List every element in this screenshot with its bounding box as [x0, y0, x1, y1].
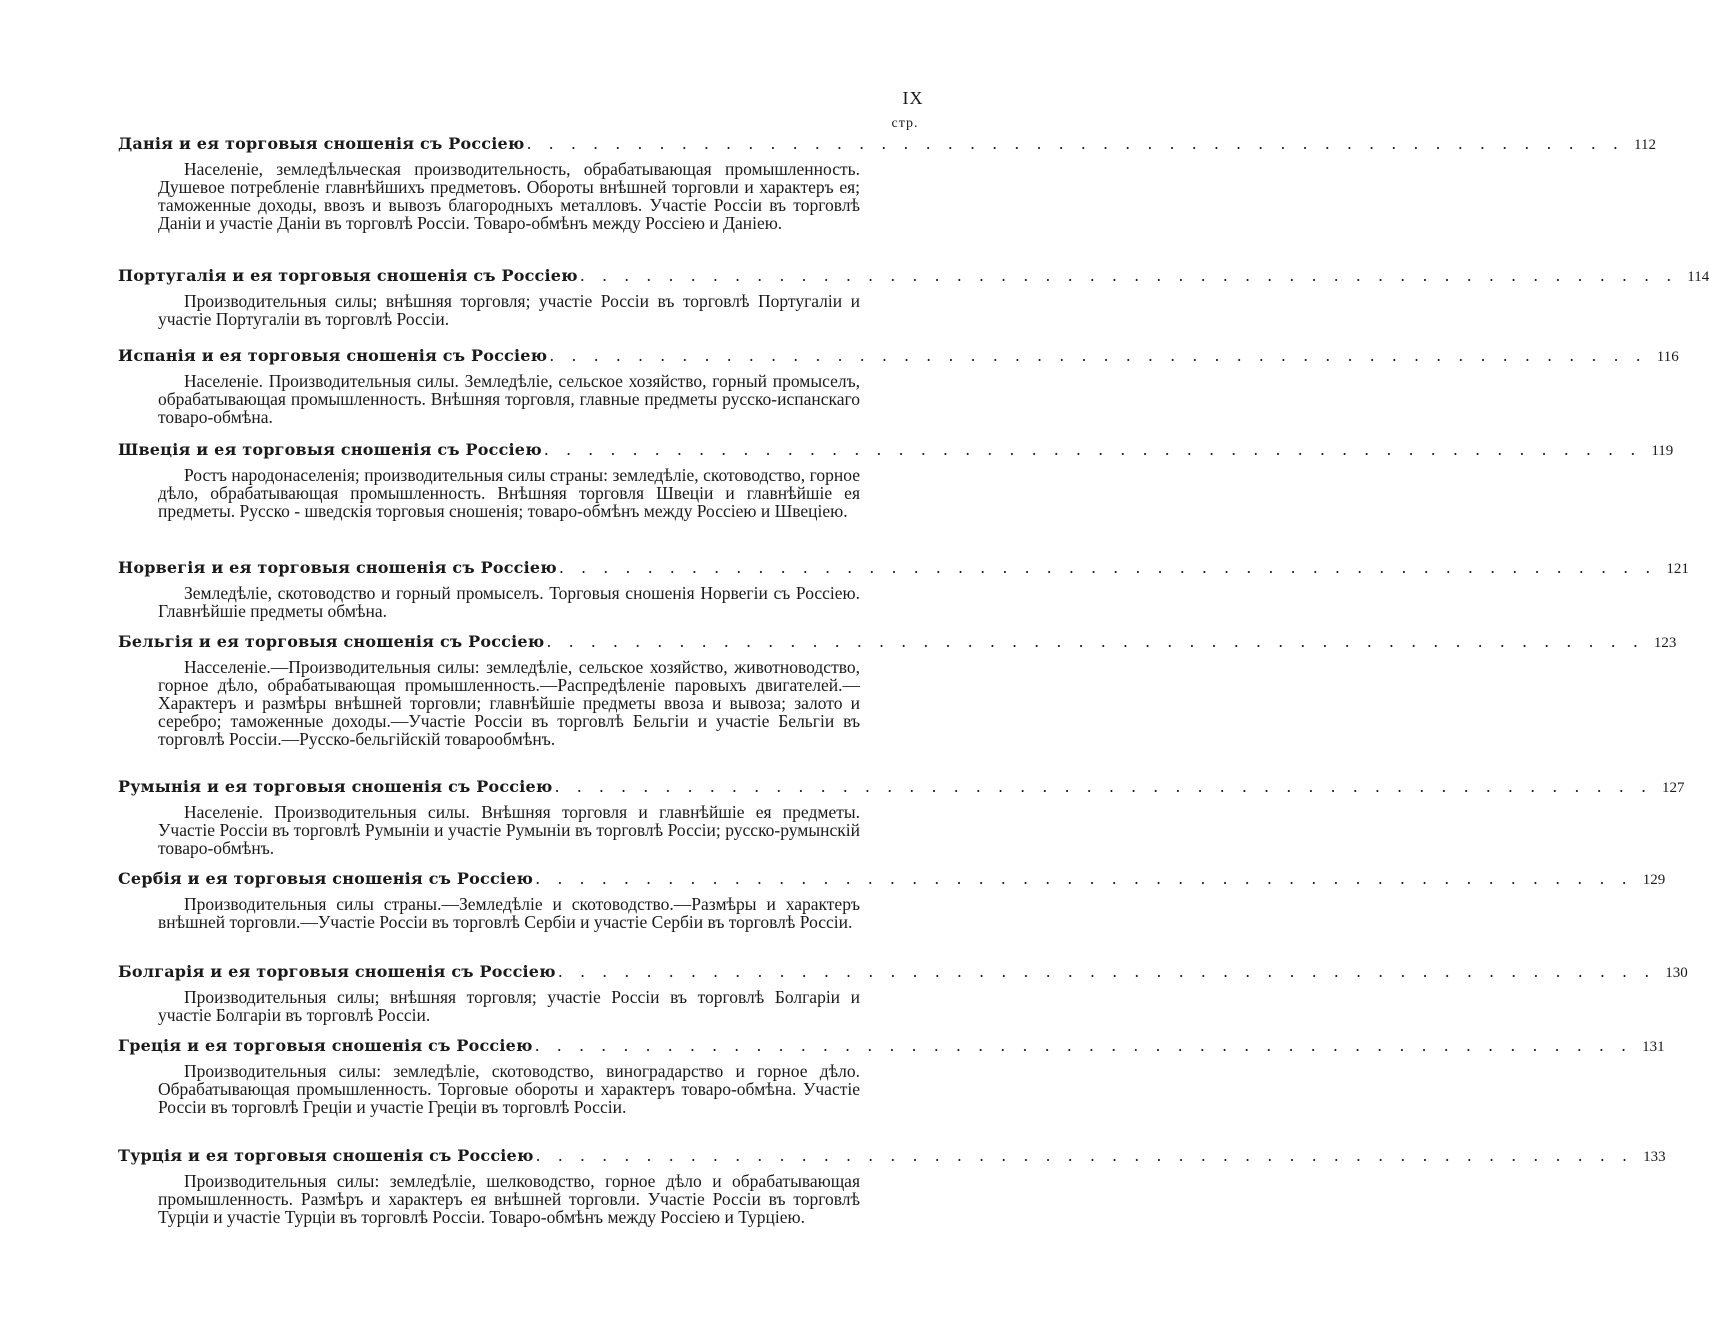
dot-leader: . . . . . . . . . . . . . . . . . . . . . . . . . . . . . . . . . . . . . . . . . . . . . . . . . . [535, 869, 1633, 888]
entry-description: Производительныя силы; внѣшняя торговля; участіе Россіи въ торговлѣ Португаліи и участіе Португаліи въ торговлѣ Россіи. [158, 291, 860, 329]
entry-description: Ростъ народонаселенія; производительныя силы страны: земледѣліе, скотоводство, горное дѣло, обрабатывающая промышленность. Внѣшняя торговля Швеціи и главнѣйшіе ея предметы. Русско - шведскія торговыя сношенія; товаро-обмѣнъ между Россіею и Швеціею. [158, 465, 860, 521]
entry-description: Населеніе, земледѣльческая производительность, обрабатывающая промышленность. Душевое потребленіе главнѣйшихъ предметовъ. Обороты внѣшней торговли и характеръ ея; таможенные доходы, ввозъ и вывозъ благородныхъ металловъ. Участіе Россіи въ торговлѣ Даніи и участіе Даніи въ торговлѣ Россіи. Товаро-обмѣнъ между Россіею и Даніею. [158, 159, 860, 233]
toc-entry-belgium [118, 632, 1677, 749]
dot-leader: . . . . . . . . . . . . . . . . . . . . . . . . . . . . . . . . . . . . . . . . . . . . . . . . . . [543, 440, 1642, 459]
entry-description: Производительныя силы: земледѣліе, скотоводство, виноградарство и горное дѣло. Обрабатывающая промышленность. Торговые обороты и характеръ товаро-обмѣна. Участіе Россіи въ торговлѣ Греціи и участіе Греціи въ торговлѣ Россіи. [158, 1061, 860, 1117]
toc-entry-bulgaria [118, 962, 1688, 1025]
entry-page: 123 [1653, 635, 1677, 651]
entry-title: Сербія и ея торговыя сношенія съ Россіею [118, 869, 534, 888]
entry-title: Бельгія и ея торговыя сношенія съ Россіею [118, 632, 545, 651]
dot-leader: . . . . . . . . . . . . . . . . . . . . . . . . . . . . . . . . . . . . . . . . . . . . . . . . . . [546, 632, 1644, 651]
entry-page: 129 [1642, 872, 1666, 888]
entry-title: Румынія и ея торговыя сношенія съ Россіею [118, 777, 553, 796]
entry-page: 114 [1687, 269, 1709, 285]
entry-description: Населеніе. Производительныя силы. Земледѣліе, сельское хозяйство, горный промыселъ, обрабатывающая промышленность. Внѣшняя торговля, главные предметы русско-испанскаго товаро-обмѣна. [158, 371, 860, 427]
entry-page: 127 [1662, 780, 1685, 796]
entry-title: Греція и ея торговыя сношенія съ Россіею [118, 1036, 533, 1055]
page-column-label: стр. [891, 116, 919, 131]
toc-entry-sweden [118, 440, 1674, 521]
entry-page: 133 [1643, 1149, 1666, 1165]
entry-description: Производительныя силы; внѣшняя торговля; участіе Россіи въ торговлѣ Болгаріи и участіе Болгаріи въ торговлѣ Россіи. [158, 987, 860, 1025]
toc-entry-denmark [118, 134, 1656, 233]
dot-leader: . . . . . . . . . . . . . . . . . . . . . . . . . . . . . . . . . . . . . . . . . . . . . . . . . . [557, 962, 1656, 981]
entry-description: Насселеніе.—Производительныя силы: земледѣліе, сельское хозяйство, животноводство, горное дѣло, обрабатывающая промышленность.—Распредѣленіе паровыхъ двигателей.—Характеръ и размѣры внѣшней торговли; главнѣйшіе предметы ввоза и вывоза; залото и серебро; таможенные доходы.—Участіе Россіи въ торговлѣ Бельгіи и участіе Бельгіи въ торговлѣ Россіи.—Русско-бельгійскій товарообмѣнъ. [158, 657, 860, 749]
entry-title: Португалія и ея торговыя сношенія съ Россіею [118, 266, 578, 285]
entry-page: 130 [1665, 965, 1688, 981]
entry-description: Производительныя силы: земледѣліе, шелководство, горное дѣло и обрабатывающая промышленность. Размѣръ и характеръ ея внѣшней торговли. Участіе Россіи въ торговлѣ Турціи и участіе Турціи въ торговлѣ Россіи. Товаро-обмѣнъ между Россіею и Турціею. [158, 1171, 860, 1227]
dot-leader: . . . . . . . . . . . . . . . . . . . . . . . . . . . . . . . . . . . . . . . . . . . . . . . . . . [554, 777, 1653, 796]
entry-title: Норвегія и ея торговыя сношенія съ Россіею [118, 558, 557, 577]
dot-leader: . . . . . . . . . . . . . . . . . . . . . . . . . . . . . . . . . . . . . . . . . . . . . . . . . . [549, 346, 1647, 365]
toc-entry-spain [118, 346, 1679, 427]
entry-description: Производительныя силы страны.—Земледѣліе и скотоводство.—Размѣры и характеръ внѣшней торговли.—Участіе Россіи въ торговлѣ Сербіи и участіе Сербіи въ торговлѣ Россіи. [158, 894, 860, 932]
dot-leader: . . . . . . . . . . . . . . . . . . . . . . . . . . . . . . . . . . . . . . . . . . . . . . . . . . [579, 266, 1678, 285]
entry-page: 131 [1642, 1039, 1665, 1055]
toc-entry-serbia [118, 869, 1666, 932]
entry-page: 112 [1634, 137, 1656, 153]
dot-leader: . . . . . . . . . . . . . . . . . . . . . . . . . . . . . . . . . . . . . . . . . . . . . . . . . . [534, 1036, 1633, 1055]
dot-leader: . . . . . . . . . . . . . . . . . . . . . . . . . . . . . . . . . . . . . . . . . . . . . . . . . . [535, 1146, 1634, 1165]
page-number: IX [902, 88, 924, 108]
entry-title: Данія и ея торговыя сношенія съ Россіею [118, 134, 525, 153]
entry-title: Испанія и ея торговыя сношенія съ Россіею [118, 346, 548, 365]
toc-entry-portugal [118, 266, 1709, 329]
entry-title: Турція и ея торговыя сношенія съ Россіею [118, 1146, 534, 1165]
entry-title: Швеція и ея торговыя сношенія съ Россіею [118, 440, 542, 459]
entry-page: 116 [1656, 349, 1679, 365]
toc-entry-greece [118, 1036, 1665, 1117]
entry-title: Болгарія и ея торговыя сношенія съ Россіею [118, 962, 556, 981]
toc-entry-norway [118, 558, 1689, 621]
entry-page: 121 [1666, 561, 1689, 577]
entry-description: Земледѣліе, скотоводство и горный промыселъ. Торговыя сношенія Норвегіи съ Россіею. Главнѣйшіе предметы обмѣна. [158, 583, 860, 621]
entry-page: 119 [1651, 443, 1674, 459]
toc-entry-romania [118, 777, 1685, 858]
entry-description: Населеніе. Производительныя силы. Внѣшняя торговля и главнѣйшіе ея предметы. Участіе Россіи въ торговлѣ Румыніи и участіе Румыніи въ торговлѣ Россіи; русско-румынскій товаро-обмѣнъ. [158, 802, 860, 858]
dot-leader: . . . . . . . . . . . . . . . . . . . . . . . . . . . . . . . . . . . . . . . . . . . . . . . . . . [526, 134, 1625, 153]
dot-leader: . . . . . . . . . . . . . . . . . . . . . . . . . . . . . . . . . . . . . . . . . . . . . . . . . . [558, 558, 1657, 577]
toc-entry-turkey [118, 1146, 1666, 1227]
